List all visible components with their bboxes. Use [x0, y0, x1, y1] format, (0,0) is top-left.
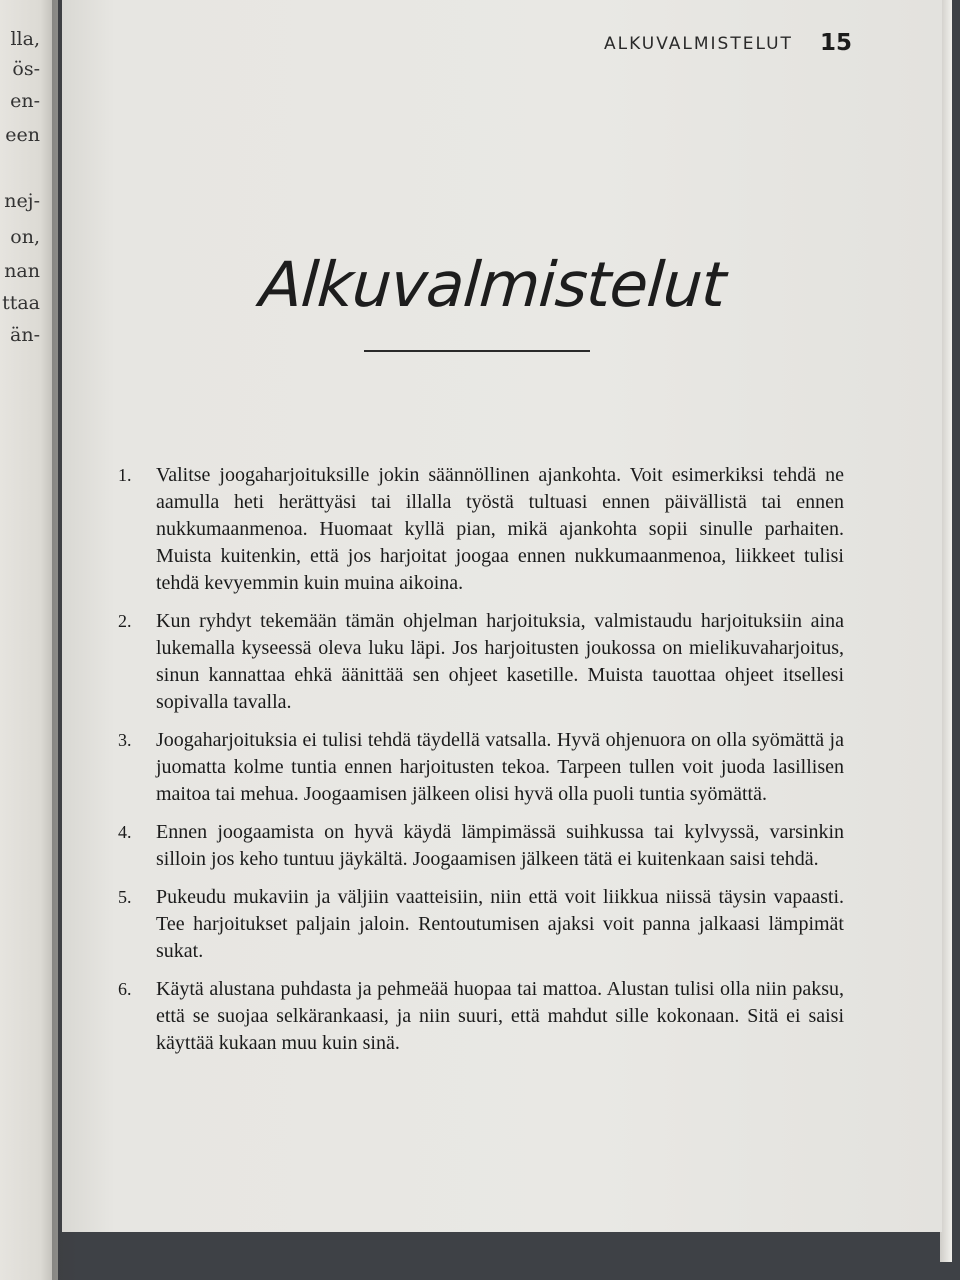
left-page-edge: [0, 0, 58, 1280]
left-page-fragment: ttaa: [2, 292, 40, 314]
left-page-fragment: nan: [4, 260, 40, 282]
item-number: 6.: [118, 979, 132, 999]
list-item: [118, 884, 844, 965]
left-page-fragment: een: [5, 124, 40, 146]
page-number: 15: [820, 30, 853, 56]
left-page-fragment: ös-: [12, 58, 40, 80]
left-page-fragment: än-: [10, 324, 40, 346]
item-text: Valitse joogaharjoituksille jokin säännöllinen ajankohta. Voit esimerkiksi tehdä ne aamulla heti herättyäsi tai illalla työstä tultuasi ennen päivällistä tai ennen nukkumaanmenoa. Huomaat kyllä pian, mikä ajankohta sopii sinulle parhaiten. Muista kuitenkin, että jos harjoitat joogaa ennen nukkumaanmenoa, liikkeet tulisi tehdä kevyemmin kuin muina aikoina.: [156, 464, 844, 594]
left-page-fragment: en-: [10, 90, 40, 112]
item-text: Kun ryhdyt tekemään tämän ohjelman harjoituksia, valmistaudu harjoituksiin aina lukemalla kyseessä oleva luku läpi. Jos harjoitusten joukossa on mielikuvaharjoitus, sinun kannattaa ehkä äänittää sen ohjeet kasetille. Muista tauottaa ohjeet itsellesi sopivalla tavalla.: [156, 610, 844, 713]
list-item: [118, 976, 844, 1057]
item-text: Joogaharjoituksia ei tulisi tehdä täydellä vatsalla. Hyvä ohjenuora on olla syömättä ja juomatta kolme tuntia ennen harjoitusten tekoa. Tarpeen tullen voit juoda lasillisen maitoa tai mehua. Joogaamisen jälkeen olisi hyvä olla puoli tuntia syömättä.: [156, 729, 844, 805]
item-text: Ennen joogaamista on hyvä käydä lämpimässä suihkussa tai kylvyssä, varsinkin silloin jos keho tuntuu jäykältä. Joogaamisen jälkeen tätä ei kuitenkaan saisi tehdä.: [156, 821, 844, 870]
item-text: Pukeudu mukaviin ja väljiin vaatteisiin, niin että voit liikkua niissä täysin vapaasti. Tee harjoitukset paljain jaloin. Rentoutumisen ajaksi voit panna jalkaasi lämpimät sukat.: [156, 886, 844, 962]
item-number: 1.: [118, 465, 132, 485]
item-text: Käytä alustana puhdasta ja pehmeää huopaa tai mattoa. Alustan tulisi olla niin paksu, että se suojaa selkärankaasi, ja niin suuri, että mahdut sille kokonaan. Sitä ei saisi käyttää kukaan muu kuin sinä.: [156, 978, 844, 1054]
running-head: ALKUVALMISTELUT: [604, 34, 793, 54]
item-number: 3.: [118, 730, 132, 750]
list-item: [118, 727, 844, 808]
item-number: 2.: [118, 611, 132, 631]
title-divider: [364, 350, 590, 352]
item-number: 4.: [118, 822, 132, 842]
left-page-fragment: nej-: [4, 190, 40, 212]
left-page-fragment: lla,: [10, 28, 40, 50]
item-number: 5.: [118, 887, 132, 907]
list-item: [118, 462, 844, 597]
left-page-fragment: on,: [10, 226, 40, 248]
list-item: [118, 608, 844, 716]
preparation-list: [118, 462, 844, 1068]
list-item: [118, 819, 844, 873]
chapter-title: Alkuvalmistelut: [257, 248, 728, 321]
